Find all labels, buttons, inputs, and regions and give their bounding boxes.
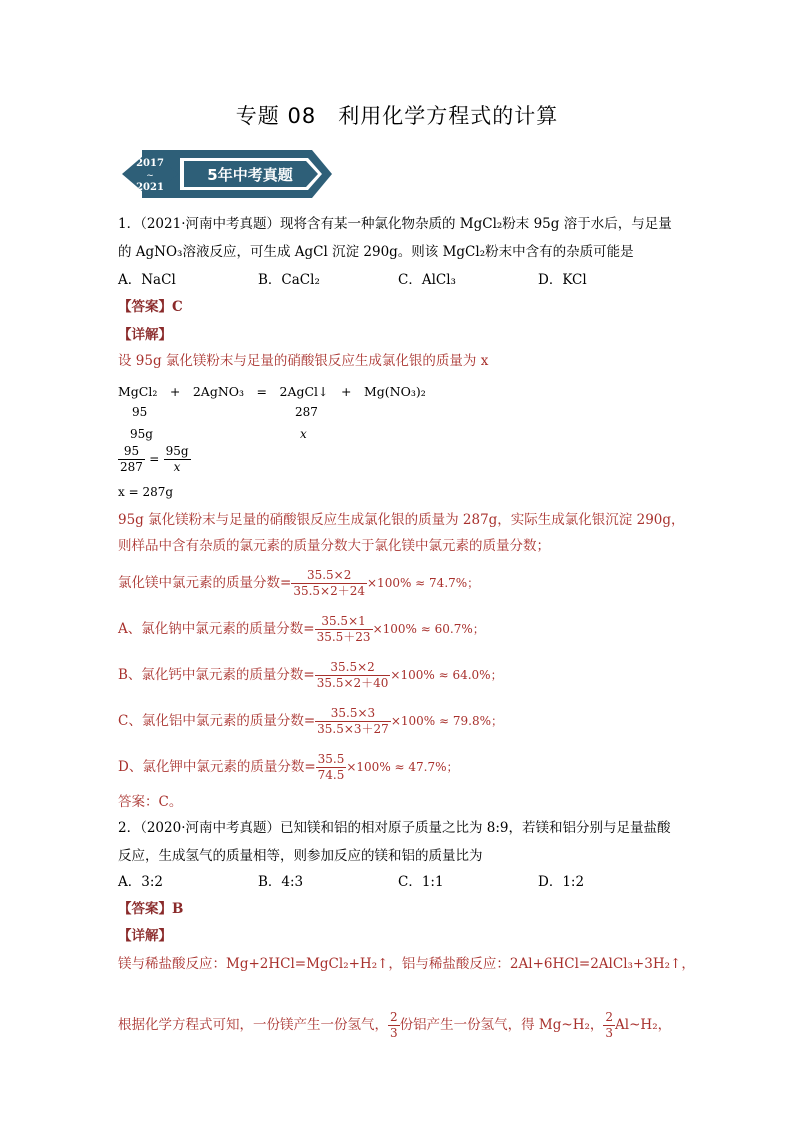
q1-ratio-num2: 95g (165, 444, 189, 458)
q1-stem-line2: 的 AgNO₃溶液反应，可生成 AgCl 沉淀 290g。则该 MgCl₂粉末中含有的杂质可能是 (118, 244, 634, 260)
q2-frac-den: 3 (390, 1026, 398, 1040)
q1-calc-c (118, 706, 503, 737)
calc-label: 氯化镁中氯元素的质量分数= (118, 575, 292, 591)
q2-line2-part-c: Al~H₂， (615, 1017, 672, 1033)
q2-stem-line2: 反应，生成氢气的质量相等，则参加反应的镁和铝的质量比为 (118, 848, 483, 864)
q2-options (118, 872, 678, 892)
q2-detail-label: 【详解】 (118, 928, 172, 944)
calc-result: ×100% ≈ 60.7%； (372, 622, 485, 636)
q2-line2-part-a: 根据化学方程式可知，一份镁产生一份氢气， (118, 1017, 388, 1033)
calc-num: 35.5×2 (315, 660, 391, 676)
q2-frac-num: 2 (390, 1010, 398, 1024)
page-title: 专题 08 利用化学方程式的计算 (235, 104, 559, 128)
q1-setup: 设 95g 氯化镁粉末与足量的硝酸银反应生成氯化银的质量为 x (118, 353, 489, 369)
calc-num: 35.5×1 (315, 614, 373, 630)
q2-frac-num-2: 2 (605, 1010, 614, 1024)
q2-option-a: A．3:2 (118, 874, 163, 890)
q1-ratio-den2: x (173, 460, 181, 474)
q1-detail-label: 【详解】 (118, 327, 172, 343)
calc-den: 74.5 (317, 768, 345, 782)
q2-option-b: B．4:3 (258, 874, 304, 890)
q2-option-c: C．1:1 (398, 874, 444, 890)
calc-num: 35.5 (317, 752, 345, 766)
q1-answer: 【答案】C (118, 299, 183, 315)
banner-label: 5年中考真题 (207, 166, 293, 184)
q2-option-d: D．1:2 (538, 874, 585, 890)
q2-frac-den-2: 3 (605, 1026, 614, 1040)
q1-calc-d (118, 752, 459, 783)
banner-year-start: 2017 (136, 158, 164, 169)
q1-analysis1: 95g 氯化镁粉末与足量的硝酸银反应生成氯化银的质量为 287g，实际生成氯化银沉淀 290g， (118, 512, 685, 528)
q1-option-d: D．KCl (538, 272, 587, 288)
calc-num: 35.5×3 (315, 706, 391, 722)
calc-label: C、氯化铝中氯元素的质量分数= (118, 713, 316, 729)
q1-final-answer: 答案：C。 (118, 794, 183, 810)
section-banner (122, 150, 332, 198)
calc-den: 35.5×2＋40 (316, 676, 389, 690)
calc-result: ×100% ≈ 79.8%； (390, 714, 503, 728)
q2-answer: 【答案】B (118, 901, 184, 917)
q2-line1: 镁与稀盐酸反应：Mg+2HCl=MgCl₂+H₂↑，铝与稀盐酸反应：2Al+6HCl=2AlCl₃+3H₂↑， (118, 956, 695, 972)
calc-label: A、氯化钠中氯元素的质量分数= (118, 621, 315, 637)
q1-calc-b (118, 660, 503, 691)
q1-ratio-den1: 287 (120, 460, 143, 474)
q1-option-c: C．AlCl₃ (398, 272, 456, 288)
banner-year-end: 2021 (136, 182, 164, 193)
q1-option-a: A．NaCl (118, 272, 176, 288)
q2-line2-part-b: 份铝产生一份氢气，得 Mg~H₂， (399, 1017, 604, 1033)
q1-analysis2: 则样品中含有杂质的氯元素的质量分数大于氯化镁中氯元素的质量分数； (118, 538, 550, 554)
banner-year-tilde: ~ (146, 171, 154, 181)
q1-equation: MgCl₂ + 2AgNO₃ = 2AgCl↓ + Mg(NO₃)₂ (118, 384, 426, 399)
q1-mass-left: 95g (130, 427, 153, 441)
calc-result: ×100% ≈ 47.7%； (346, 760, 459, 774)
q1-ratio: $\frac{95}{287}$ = $\frac{95g}{x}$ (120, 444, 189, 474)
calc-den: 35.5×3＋27 (317, 722, 389, 736)
calc-num: 35.5×2 (291, 568, 367, 584)
q1-calc-mgcl2 (118, 568, 479, 599)
q1-mass-right: x (300, 427, 307, 441)
q1-calc-a (118, 614, 485, 645)
calc-den: 35.5＋23 (316, 630, 371, 644)
calc-den: 35.5×2＋24 (293, 584, 365, 598)
q1-stem-line1: 1．（2021·河南中考真题）现将含有某一种氯化物杂质的 MgCl₂粉末 95g 溶于水后，与足量 (118, 216, 672, 232)
q1-mr-right: 287 (295, 405, 318, 419)
q1-options (118, 270, 678, 290)
q1-option-b: B．CaCl₂ (258, 272, 320, 288)
calc-result: ×100% ≈ 64.0%； (390, 668, 503, 682)
calc-label: D、氯化钾中氯元素的质量分数= (118, 759, 316, 775)
q1-result: x = 287g (118, 485, 174, 499)
q2-stem-line1: 2．（2020·河南中考真题）已知镁和铝的相对原子质量之比为 8:9，若镁和铝分别与足量盐酸 (118, 820, 671, 836)
q1-mr-left: 95 (132, 405, 148, 419)
calc-label: B、氯化钙中氯元素的质量分数= (118, 667, 315, 683)
calc-result: ×100% ≈ 74.7%； (367, 576, 480, 590)
q1-ratio-num1: 95 (118, 444, 145, 460)
q2-line2 (118, 1010, 671, 1041)
